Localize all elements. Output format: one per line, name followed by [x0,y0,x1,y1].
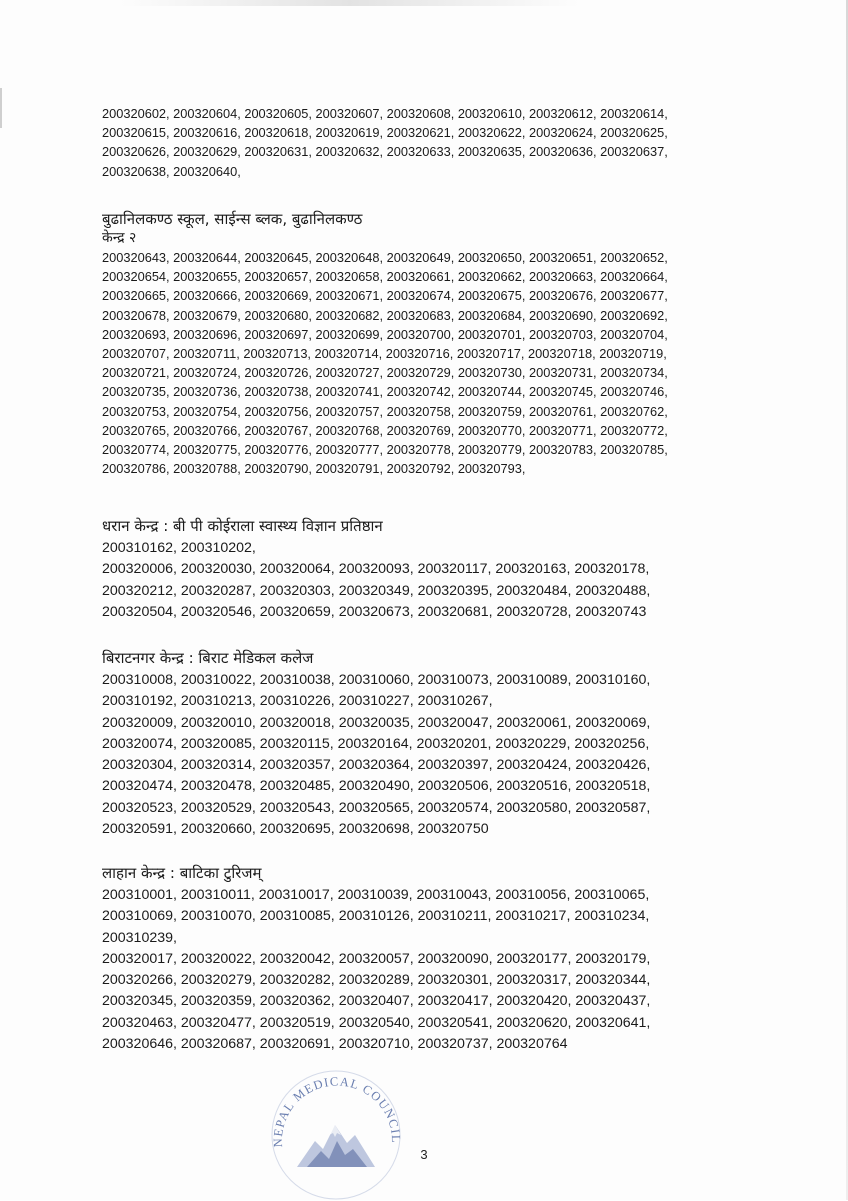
centre-heading: धरान केन्द्र : बी पी कोईराला स्वास्थ्य विज्ञान प्रतिष्ठान [102,517,383,535]
roll-number-row: 200320504, 200320546, 200320659, 200320673, 200320681, 200320728, 200320743 [102,603,647,620]
roll-number-row: 200320602, 200320604, 200320605, 200320607, 200320608, 200320610, 200320612, 200320614, [102,106,668,121]
roll-number-row: 200320017, 200320022, 200320042, 200320057, 200320090, 200320177, 200320179, [102,950,651,967]
roll-number-row: 200320765, 200320766, 200320767, 200320768, 200320769, 200320770, 200320771, 200320772, [102,422,668,438]
section-dharan-centre [102,516,742,623]
section-biratnagar-centre [102,648,742,840]
roll-number-row: 200310239, [102,929,177,946]
roll-number-row: 200320474, 200320478, 200320485, 200320490, 200320506, 200320516, 200320518, [102,778,651,795]
roll-number-row: 200320786, 200320788, 200320790, 200320791, 200320792, 200320793, [102,461,526,477]
section-budhanilkantha-centre [102,209,742,478]
roll-number-rows [102,248,742,478]
roll-number-row: 200320678, 200320679, 200320680, 200320682, 200320683, 200320684, 200320690, 200320692, [102,307,668,323]
roll-number-row: 200320615, 200320616, 200320618, 200320619, 200320621, 200320622, 200320624, 200320625, [102,125,668,141]
roll-number-row: 200310192, 200310213, 200310226, 200310227, 200310267, [102,693,493,710]
roll-number-rows [102,538,742,623]
roll-number-row: 200320735, 200320736, 200320738, 200320741, 200320742, 200320744, 200320745, 200320746, [102,384,668,400]
roll-number-row: 200310069, 200310070, 200310085, 200310126, 200310211, 200310217, 200310234, [102,908,650,925]
roll-number-row: 200320721, 200320724, 200320726, 200320727, 200320729, 200320730, 200320731, 200320734, [102,365,668,381]
roll-number-row: 200320707, 200320711, 200320713, 200320714, 200320716, 200320717, 200320718, 200320719, [102,346,667,362]
scan-edge-mark [0,88,2,128]
roll-number-row: 200320006, 200320030, 200320064, 200320093, 200320117, 200320163, 200320178, [102,561,650,578]
roll-number-row: 200320591, 200320660, 200320695, 200320698, 200320750 [102,821,489,838]
roll-number-row: 200320693, 200320696, 200320697, 200320699, 200320700, 200320701, 200320703, 200320704, [102,326,668,342]
roll-number-row: 200320345, 200320359, 200320362, 200320407, 200320417, 200320420, 200320437, [102,993,651,1010]
roll-number-row: 200320638, 200320640, [102,163,241,179]
roll-number-row: 200320463, 200320477, 200320519, 200320540, 200320541, 200320620, 200320641, [102,1014,651,1031]
scan-smudge [120,0,580,6]
centre-subheading: केन्द्र २ [102,230,137,246]
roll-number-row: 200320643, 200320644, 200320645, 200320648, 200320649, 200320650, 200320651, 200320652, [102,250,668,265]
centre-heading: बिराटनगर केन्द्र : बिराट मेडिकल कलेज [102,649,314,667]
roll-number-row: 200310001, 200310011, 200310017, 200310039, 200310043, 200310056, 200310065, [102,887,650,903]
roll-number-row: 200320523, 200320529, 200320543, 200320565, 200320574, 200320580, 200320587, [102,799,651,816]
page-number: 3 [420,1147,428,1162]
roll-number-row: 200320304, 200320314, 200320357, 200320364, 200320397, 200320424, 200320426, [102,757,651,774]
centre-heading: लाहान केन्द्र : बाटिका टुरिजम् [102,864,262,882]
seal-text: NEPAL MEDICAL COUNCIL [270,1074,404,1148]
centre-heading: बुढानिलकण्ठ स्कूल, साईन्स ब्लक, बुढानिलकण्ठ [102,210,363,228]
section-lahan-centre [102,863,742,1055]
mountain-icon [297,1125,375,1167]
roll-number-row: 200320626, 200320629, 200320631, 200320632, 200320633, 200320635, 200320636, 200320637, [102,144,668,160]
nepal-medical-council-seal [263,1055,409,1201]
roll-number-row: 200320009, 200320010, 200320018, 200320035, 200320047, 200320061, 200320069, [102,714,651,731]
roll-number-row: 200320665, 200320666, 200320669, 200320671, 200320674, 200320675, 200320676, 200320677, [102,288,668,304]
roll-number-row: 200320654, 200320655, 200320657, 200320658, 200320661, 200320662, 200320663, 200320664, [102,269,668,285]
roll-list-continuation [102,104,742,181]
roll-number-row: 200310008, 200310022, 200310038, 200310060, 200310073, 200310089, 200310160, [102,672,651,688]
roll-number-row: 200320212, 200320287, 200320303, 200320349, 200320395, 200320484, 200320488, [102,582,651,599]
roll-number-rows [102,885,742,1055]
roll-number-rows [102,104,742,181]
roll-number-row: 200320646, 200320687, 200320691, 200320710, 200320737, 200320764 [102,1036,568,1053]
roll-number-rows [102,670,742,840]
roll-number-row: 200320074, 200320085, 200320115, 200320164, 200320201, 200320229, 200320256, [102,735,650,752]
roll-number-row: 200310162, 200310202, [102,540,256,556]
roll-number-row: 200320753, 200320754, 200320756, 200320757, 200320758, 200320759, 200320761, 200320762, [102,403,668,419]
roll-number-row: 200320774, 200320775, 200320776, 200320777, 200320778, 200320779, 200320783, 200320785, [102,442,668,458]
roll-number-row: 200320266, 200320279, 200320282, 200320289, 200320301, 200320317, 200320344, [102,972,651,989]
